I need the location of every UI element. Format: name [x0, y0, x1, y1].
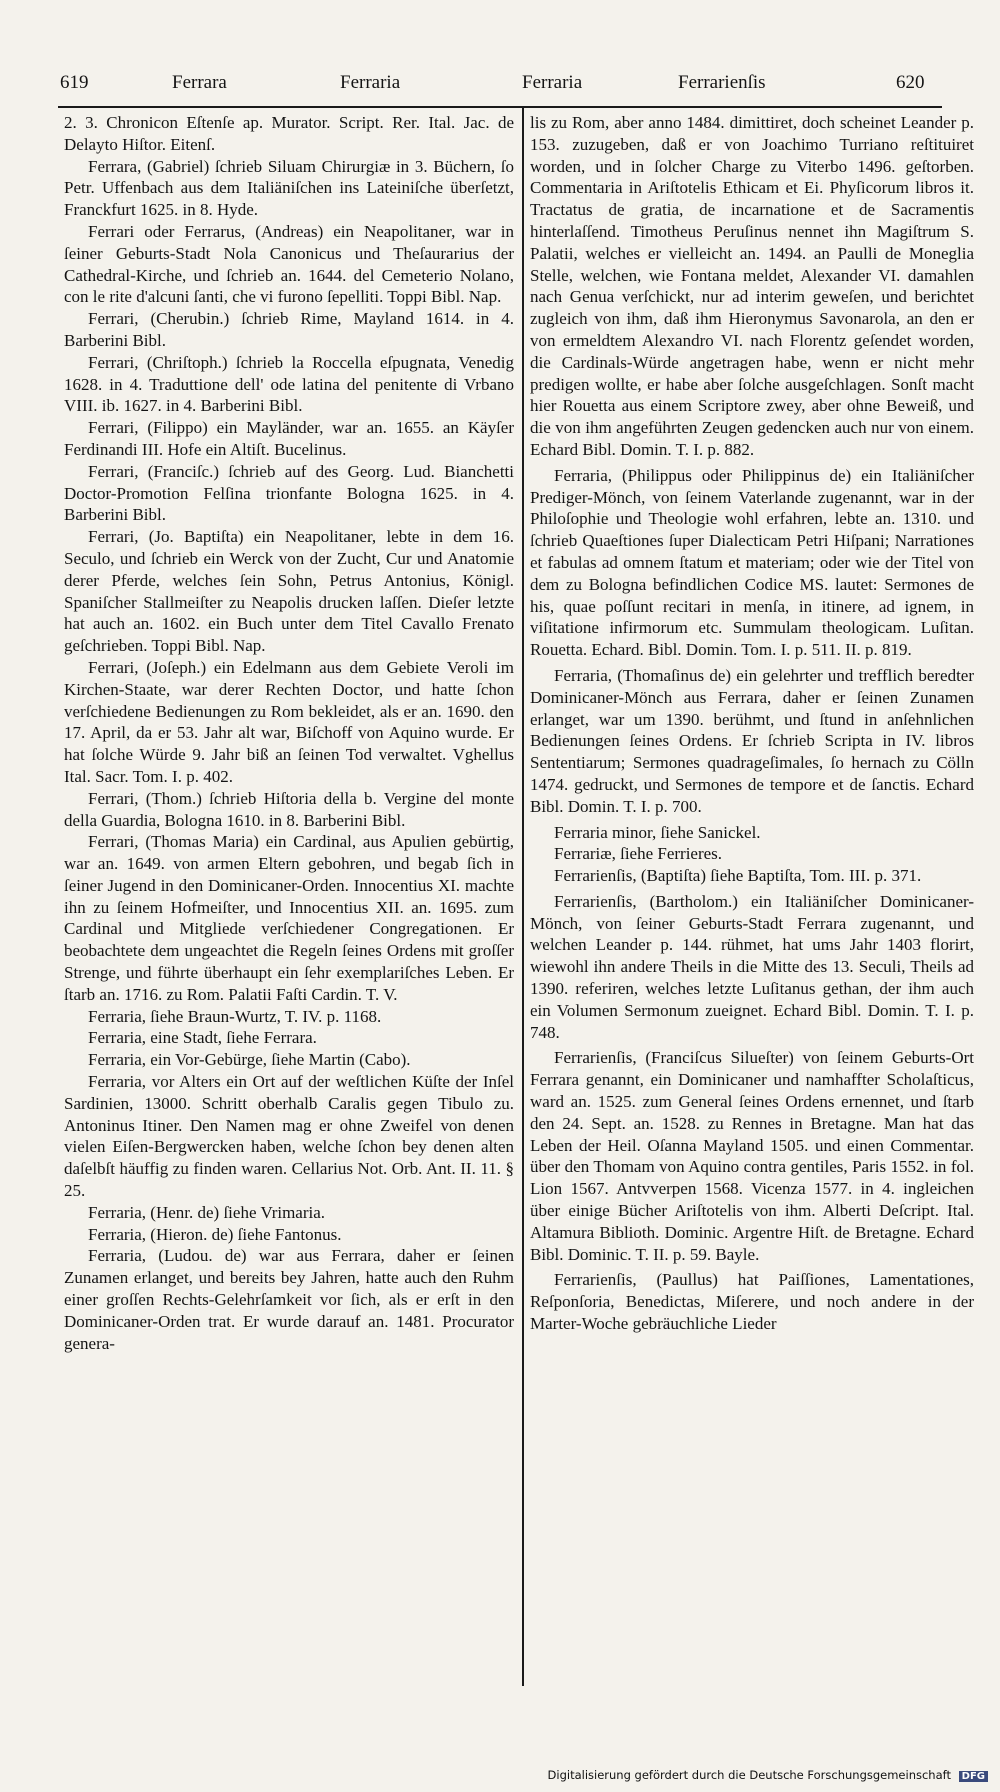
entry-ferraria-vorgebuerge: Ferraria, ein Vor-Gebürge, ſiehe Martin (Cabo).	[88, 1050, 411, 1070]
entry-ferrari-filippo: Ferrari, (Filippo) ein Mayländer, war an. 1655. an Käyſer Ferdinandi III. Hofe ein Altiſt. Bucelinus.	[64, 418, 514, 459]
header-term-3: Ferraria	[522, 72, 583, 93]
entry-ferraria-thomasinus: Ferraria, (Thomaſinus de) ein gelehrter und trefflich beredter Dominicaner-Mönch aus Ferrara, daher er ſeinen Zunamen erlanget, war um 1390. berühmt, und ſtund in anſehnlichen Bedienungen ſeines Ordens. Er ſchrieb Scripta in IV. libros Sententiarum; Sermones quadrageſimales, ſo hernach zu Cölln 1474. gedruckt, und Sermones de tempore et de ſanctis. Echard Bibl. Domin. T. I. p. 700.	[530, 665, 974, 816]
entry-ferrari-jo-baptista: Ferrari, (Jo. Baptiſta) ein Neapolitaner, lebte in dem 16. Seculo, und ſchrieb ein Werck von der Zucht, Cur und Anatomie derer Pferde, welches ſein Sohn, Petrus Antonius, Königl. Spaniſcher Stallmeiſter zu Neapolis drucken laſſen. Dieſer letzte hat auch an. 1602. ein Buch unter dem Titel Cavallo Frenato geſchrieben. Toppi Bibl. Nap.	[64, 527, 514, 656]
column-divider	[522, 108, 524, 1686]
entry-ferrari-joseph: Ferrari, (Joſeph.) ein Edelmann aus dem Gebiete Veroli im Kirchen-Staate, war derer Rechten Doctor, und hatte ſchon verſchiedene Bedienungen zu Rom bekleidet, als er an. 1690. den 17. April, da er 53. Jahr alt war, Biſchoff von Aquino wurde. Er hat ſolche Würde 9. Jahr biß an ſeinen Tod verwaltet. Vghellus Ital. Sacr. Tom. I. p. 402.	[64, 657, 514, 786]
entry-ferrara-gabriel: Ferrara, (Gabriel) ſchrieb Siluam Chirurgiæ in 3. Büchern, ſo Petr. Uffenbach aus dem Italiäniſchen ins Lateiniſche überſetzt, Franckfurt 1625. in 8. Hyde.	[64, 156, 514, 220]
dfg-logo: DFG	[959, 1771, 988, 1782]
entry-ferrariae: Ferrariæ, ſiehe Ferrieres.	[554, 844, 723, 864]
page-number-right: 620	[896, 72, 925, 93]
entry-ferrari-thomas-maria: Ferrari, (Thomas Maria) ein Cardinal, aus Apulien gebürtig, war an. 1649. von armen Eltern gebohren, und begab ſich in ſeiner Jugend in den Dominicaner-Orden. Innocentius XI. machte ihn zu ſeinem Hofmeiſter, und Innocentius XII. an. 1695. zum Cardinal und Mitgliede verſchiedener Congregationen. Er beobachtete dem ungeachtet die Regeln ſeines Ordens mit groſſer Strenge, und führte überhaupt ein ſehr exemplariſches Leben. Er ſtarb an. 1716. zu Rom. Palatii Faſti Cardin. T. V.	[64, 832, 514, 1004]
entry-ferrariensis-franciscus: Ferrarienſis, (Franciſcus Silueſter) von ſeinem Geburts-Ort Ferrara genannt, ein Dominicaner und namhaffter Scholaſticus, ward an. 1525. zum General ſeines Ordens ernennet, und ſtarb den 24. Sept. an. 1528. zu Rennes in Bretagne. Man hat das Leben der Heil. Oſanna Mayland 1505. und einen Commentar. über den Thomam von Aquino contra gentiles, Paris 1552. in fol. Lion 1567. Antvverpen 1568. Vicenza 1577. in 4. ingleichen über einige Bücher Ariſtotelis von ihm. Alberti Deſcript. Ital. Altamura Biblioth. Dominic. Argentre Hiſt. de Bretagne. Echard Bibl. Dominic. T. II. p. 59. Bayle.	[530, 1048, 974, 1264]
entry-ferraria-ludou: Ferraria, (Ludou. de) war aus Ferrara, daher er ſeinen Zunamen erlanget, und bereits bey Jahren, hatte auch den Ruhm einer groſſen Rechts-Gelehrſamkeit vor ſich, als er erſt in den Dominicaner-Orden trat. Er wurde darauf an. 1481. Procurator genera-	[64, 1246, 514, 1353]
entry-ferraria-hieron: Ferraria, (Hieron. de) ſiehe Fantonus.	[88, 1224, 342, 1244]
entry-ferrariensis-baptista: Ferrarienſis, (Baptiſta) ſiehe Baptiſta, Tom. III. p. 371.	[554, 866, 922, 886]
entry-continuation: 2. 3. Chronicon Eſtenſe ap. Murator. Script. Rer. Ital. Jac. de Delayto Hiſtor. Eitenſ.	[64, 113, 514, 154]
page-number-left: 619	[60, 72, 89, 93]
entry-ferrari-andreas: Ferrari oder Ferrarus, (Andreas) ein Neapolitaner, war in ſeiner Geburts-Stadt Nola Canonicus und Theſaurarius der Cathedral-Kirche, und ſchrieb an. 1644. del Cemeterio Nolano, con le rite d'alcuni ſanti, che vi furono ſepelliti. Toppi Bibl. Nap.	[64, 221, 514, 307]
header-term-1: Ferrara	[172, 72, 227, 93]
header-term-4: Ferrarienſis	[678, 72, 766, 93]
right-column	[530, 112, 974, 1687]
entry-ferrariensis-bartholom: Ferrarienſis, (Bartholom.) ein Italiäniſcher Dominicaner-Mönch, von ſeiner Geburts-Stadt Ferrara zugenannt, und welchen Leander p. 144. rühmet, hat ums Jahr 1403 florirt, wiewohl ihn andere Theils in die Mitte des 13. Seculi, Theils ad 1390. referiren, welches letzte Luſitanus gethan, der ihm auch ein Volumen Sermonum zueignet. Echard Bibl. Domin. T. I. p. 748.	[530, 891, 974, 1042]
left-column	[64, 112, 514, 1687]
entry-ferraria-braun-wurtz: Ferraria, ſiehe Braun-Wurtz, T. IV. p. 1168.	[88, 1006, 382, 1026]
entry-ferrariensis-paullus: Ferrarienſis, (Paullus) hat Paiſſiones, Lamentationes, Reſponſoria, Benedictas, Miſerere, und noch andere in der Marter-Woche gebräuchliche Lieder	[530, 1270, 974, 1334]
entry-ferraria-philippus: Ferraria, (Philippus oder Philippinus de) ein Italiäniſcher Prediger-Mönch, von ſeinem Vaterlande zugenannt, war in der Philoſophie und Theologie wohl erfahren, lebte an. 1310. und ſchrieb Quaeſtiones ſuper Dialecticam Petri Hiſpani; Narrationes et fabulas ad omnem ſtatum et materiam; oder wie der Titel von dem zu Bologna befindlichen Codice MS. lautet: Sermones de his, quae poſſunt recitari in menſa, in itinere, ad ignem, in viſitatione infirmorum etc. Summulam theologicam. Luſitan. Rouetta. Echard. Bibl. Domin. Tom. I. p. 511. II. p. 819.	[530, 465, 974, 660]
running-header	[60, 72, 940, 104]
entry-ferraria-stadt: Ferraria, eine Stadt, ſiehe Ferrara.	[88, 1028, 317, 1048]
entry-ferrari-christoph: Ferrari, (Chriſtoph.) ſchrieb la Roccella eſpugnata, Venedig 1628. in 4. Traduttione dell' ode latina del penitente di Vrbano VIII. ib. 1627. in 4. Barberini Bibl.	[64, 352, 514, 416]
entry-ferraria-henr: Ferraria, (Henr. de) ſiehe Vrimaria.	[88, 1202, 326, 1222]
credit-text: Digitalisierung gefördert durch die Deutsche Forschungsgemeinschaft	[547, 1768, 951, 1782]
header-rule	[58, 106, 942, 108]
entry-ferrari-francisc: Ferrari, (Franciſc.) ſchrieb auf des Georg. Lud. Bianchetti Doctor-Promotion Felſina trionfante Bologna 1625. in 4. Barberini Bibl.	[64, 461, 514, 525]
digitization-credit	[548, 1768, 988, 1782]
entry-ferrari-cherubin: Ferrari, (Cherubin.) ſchrieb Rime, Mayland 1614. in 4. Barberini Bibl.	[64, 309, 514, 350]
entry-ferraria-sardinien: Ferraria, vor Alters ein Ort auf der weſtlichen Küſte der Inſel Sardinien, 13000. Schritt oberhalb Caralis gegen Tibulo zu. Antoninus Itiner. Den Namen mag er ohne Zweifel von denen vielen Eiſen-Bergwercken haben, welche ſchon bey denen alten daſelbſt häuffig zu finden waren. Cellarius Not. Orb. Ant. II. 11. § 25.	[64, 1072, 514, 1201]
entry-continuation: lis zu Rom, aber anno 1484. dimittiret, doch scheinet Leander p. 153. zuzugeben, daß er von Joachimo Turriano reſtituiret worden, und in ſolcher Charge zu Viterbo 1496. geſtorben. Commentaria in Ariſtotelis Ethicam et Ei. Phyſicorum libros it. Tractatus de gratia, de incarnatione et de Sacramentis hinterlaſſend. Timotheus Peruſinus nennet ihn Magiſtrum S. Palatii, welches er vielleicht an. 1494. an Paulli de Moneglia Stelle, welchen, wie Fontana meldet, Alexander VI. damahlen nach Genua verſchickt, nur ad interim geweſen, und berichtet zugleich von ihm, daß ihm Hieronymus Savonarola, an den er von ermeldtem Alexandro VI. nach Florentz geſendet worden, die Cardinals-Würde angetragen habe, wenn er nicht mehr predigen wollte, er habe aber ſolche ausgeſchlagen. Sonſt macht hier Rouetta aus einem Scriptore zwey, aber ohne Beweiß, und die von ihm angeführten Zeugen gedencken auch nur von einem. Echard Bibl. Domin. T. I. p. 882.	[530, 113, 974, 459]
entry-ferrari-thom: Ferrari, (Thom.) ſchrieb Hiſtoria della b. Vergine del monte della Guardia, Bologna 1610. in 8. Barberini Bibl.	[64, 788, 514, 830]
header-term-2: Ferraria	[340, 72, 401, 93]
entry-ferraria-minor: Ferraria minor, ſiehe Sanickel.	[554, 822, 761, 842]
